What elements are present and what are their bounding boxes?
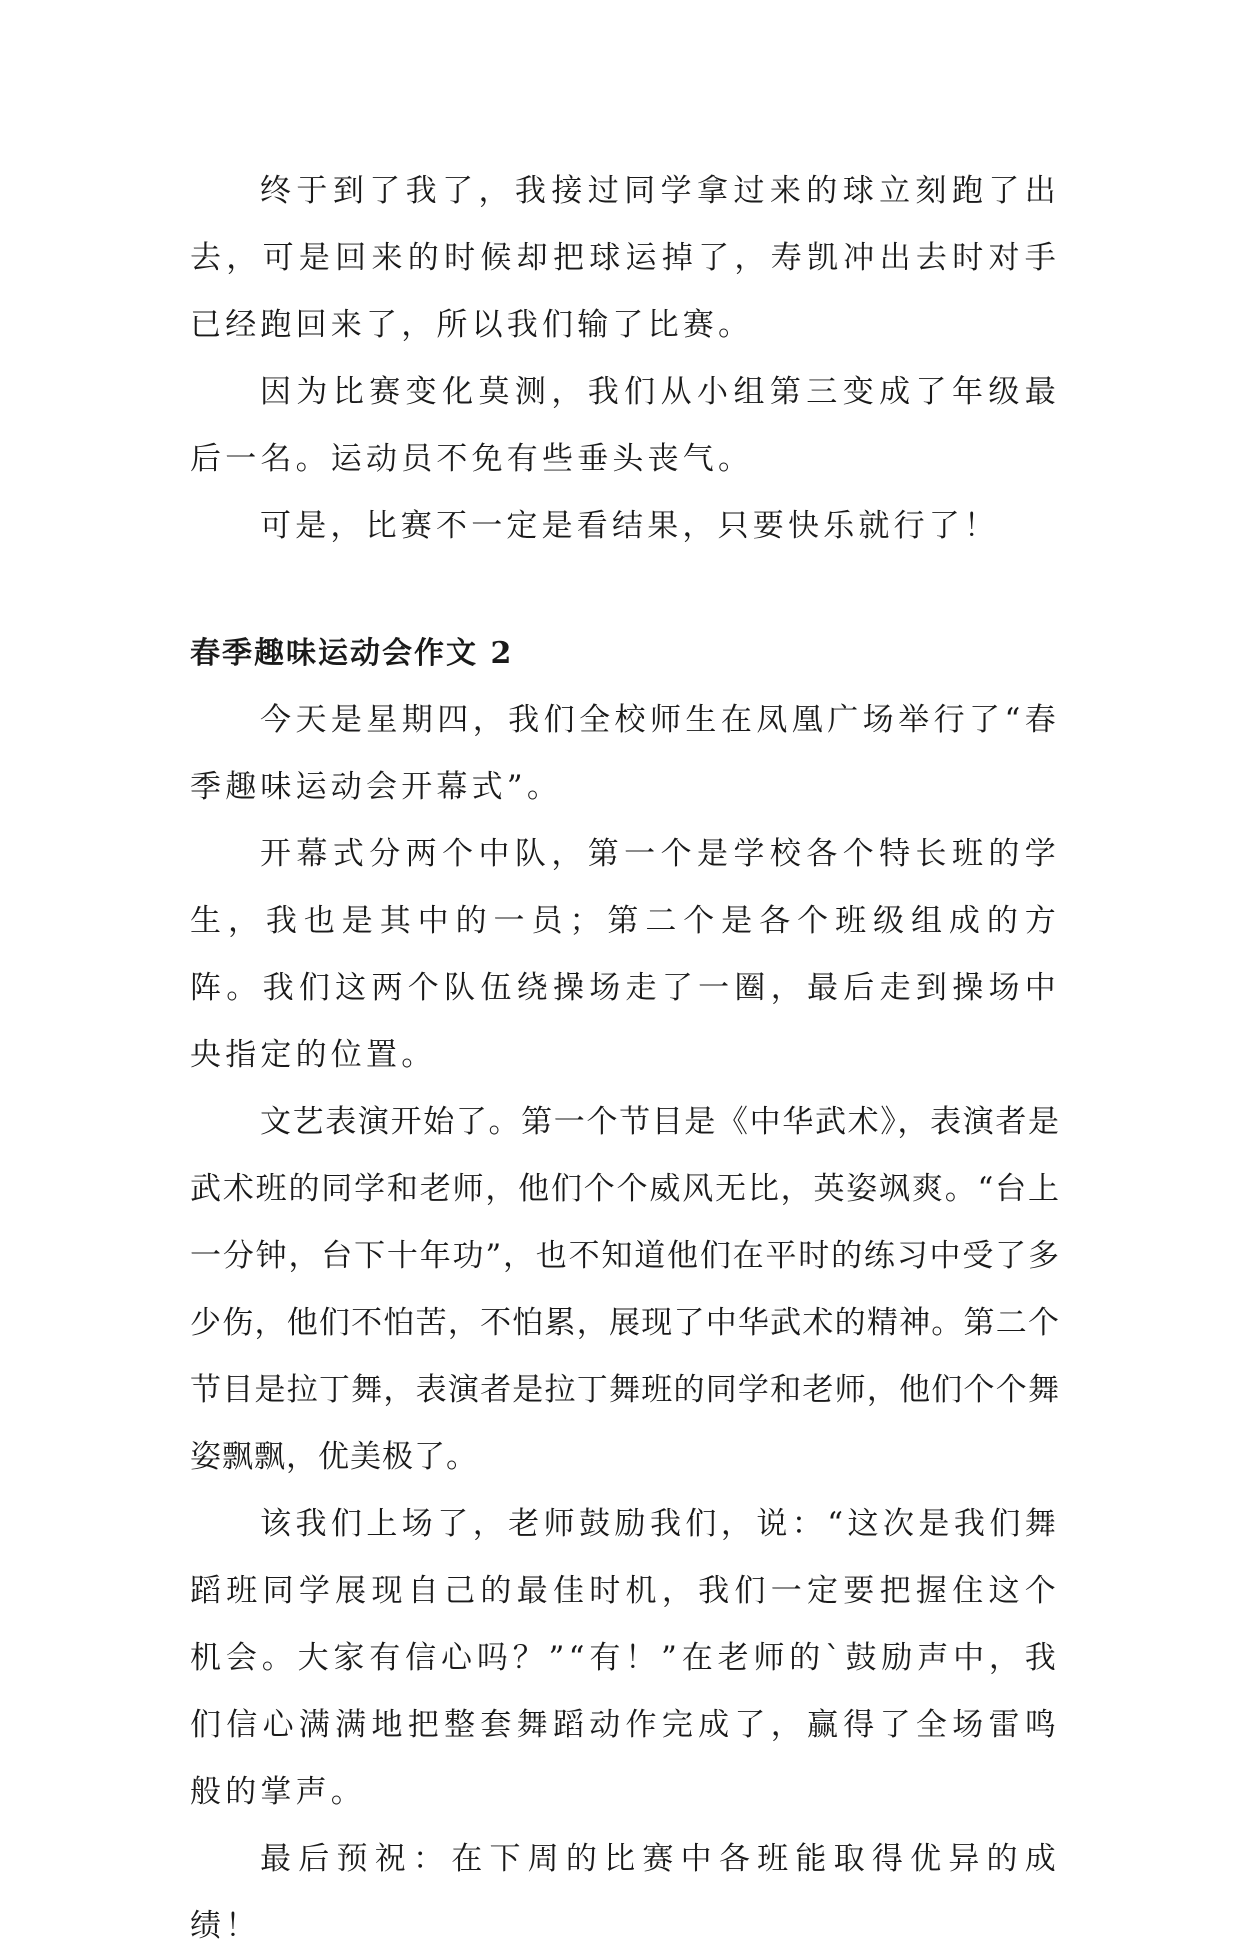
essay-title: 春季趣味运动会作文 2 bbox=[190, 636, 514, 671]
paragraph-opening: 今天是星期四，我们全校师生在凤凰广场举行了“春季趣味运动会开幕式”。 bbox=[190, 702, 1060, 805]
paragraph-race-result: 终于到了我了，我接过同学拿过来的球立刻跑了出去，可是回来的时候却把球运掉了，寿凯冲出去时对手已经跑回来了，所以我们输了比赛。 bbox=[190, 173, 1060, 343]
paragraph-ranking: 因为比赛变化莫测，我们从小组第三变成了年级最后一名。运动员不免有些垂头丧气。 bbox=[190, 374, 1060, 477]
paragraph-our-dance: 该我们上场了，老师鼓励我们，说：“这次是我们舞蹈班同学展现自己的最佳时机，我们一定要把握住这个机会。大家有信心吗？”“有！”在老师的`鼓励声中，我们信心满满地把整套舞蹈动作完成了，赢得了全场雷鸣般的掌声。 bbox=[190, 1506, 1060, 1810]
paragraph-performances: 文艺表演开始了。第一个节目是《中华武术》，表演者是武术班的同学和老师，他们个个威风无比，英姿飒爽。“台上一分钟，台下十年功”，也不知道他们在平时的练习中受了多少伤，他们不怕苦，不怕累，展现了中华武术的精神。第二个节目是拉丁舞，表演者是拉丁舞班的同学和老师，他们个个舞姿飘飘，优美极了。 bbox=[190, 1104, 1060, 1475]
paragraph-happiness: 可是，比赛不一定是看结果，只要快乐就行了！ bbox=[260, 508, 1000, 544]
paragraph-teams: 开幕式分两个中队，第一个是学校各个特长班的学生，我也是其中的一员；第二个是各个班级组成的方阵。我们这两个队伍绕操场走了一圈，最后走到操场中央指定的位置。 bbox=[190, 836, 1060, 1073]
paragraph-closing-wish: 最后预祝：在下周的比赛中各班能取得优异的成绩！ bbox=[190, 1841, 1060, 1944]
document-body bbox=[190, 158, 1060, 1960]
